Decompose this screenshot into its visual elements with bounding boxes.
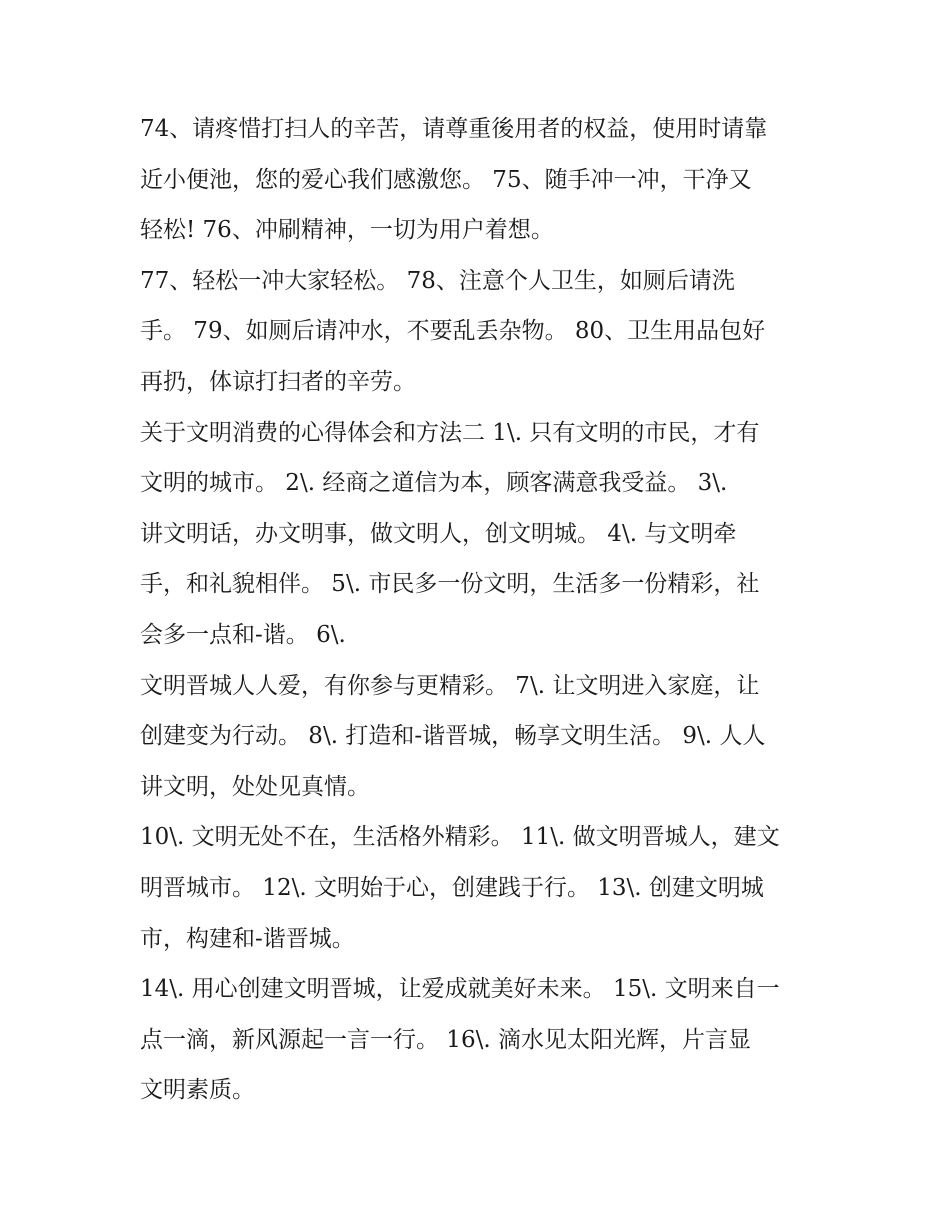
text-line: 近小便池，您的爱心我们感激您。 75、随手冲一冲，干净又 — [140, 166, 752, 193]
text-line: 14\. 用心创建文明晋城，让爱成就美好未来。 15\. 文明来自一 — [140, 976, 780, 1003]
text-line: 手。 79、如厕后请冲水，不要乱丢杂物。 80、卫生用品包好 — [140, 318, 766, 345]
text-line: 市，构建和-谐晋城。 — [140, 925, 355, 952]
text-line: 再扔，体谅打扫者的辛劳。 — [140, 368, 416, 395]
text-line: 关于文明消费的心得体会和方法二 1\. 只有文明的市民，才有 — [140, 419, 760, 446]
text-line: 会多一点和-谐。 6\. — [140, 621, 346, 648]
document-body — [140, 104, 820, 1116]
text-line: 轻松! 76、冲刷精神，一切为用户着想。 — [140, 217, 554, 244]
text-line: 手，和礼貌相伴。 5\. 市民多一份文明，生活多一份精彩，社 — [140, 571, 760, 598]
text-line: 讲文明，处处见真情。 — [140, 773, 370, 800]
text-line: 10\. 文明无处不在，生活格外精彩。 11\. 做文明晋城人，建文 — [140, 824, 780, 851]
text-line: 创建变为行动。 8\. 打造和-谐晋城，畅享文明生活。 9\. 人人 — [140, 723, 766, 750]
text-line: 文明素质。 — [140, 1077, 255, 1104]
text-line: 明晋城市。 12\. 文明始于心，创建践于行。 13\. 创建文明城 — [140, 874, 764, 901]
text-line: 文明晋城人人爱，有你参与更精彩。 7\. 让文明进入家庭，让 — [140, 672, 760, 699]
text-line: 讲文明话，办文明事，做文明人，创文明城。 4\. 与文明牵 — [140, 520, 737, 547]
text-line: 77、轻松一冲大家轻松。 78、注意个人卫生，如厕后请洗 — [140, 267, 735, 294]
text-line: 74、请疼惜打扫人的辛苦，请尊重後用者的权益，使用时请靠 — [140, 116, 768, 142]
text-line: 点一滴，新风源起一言一行。 16\. 滴水见太阳光辉，片言显 — [140, 1026, 751, 1053]
text-line: 文明的城市。 2\. 经商之道信为本，顾客满意我受益。 3\. — [140, 470, 728, 497]
